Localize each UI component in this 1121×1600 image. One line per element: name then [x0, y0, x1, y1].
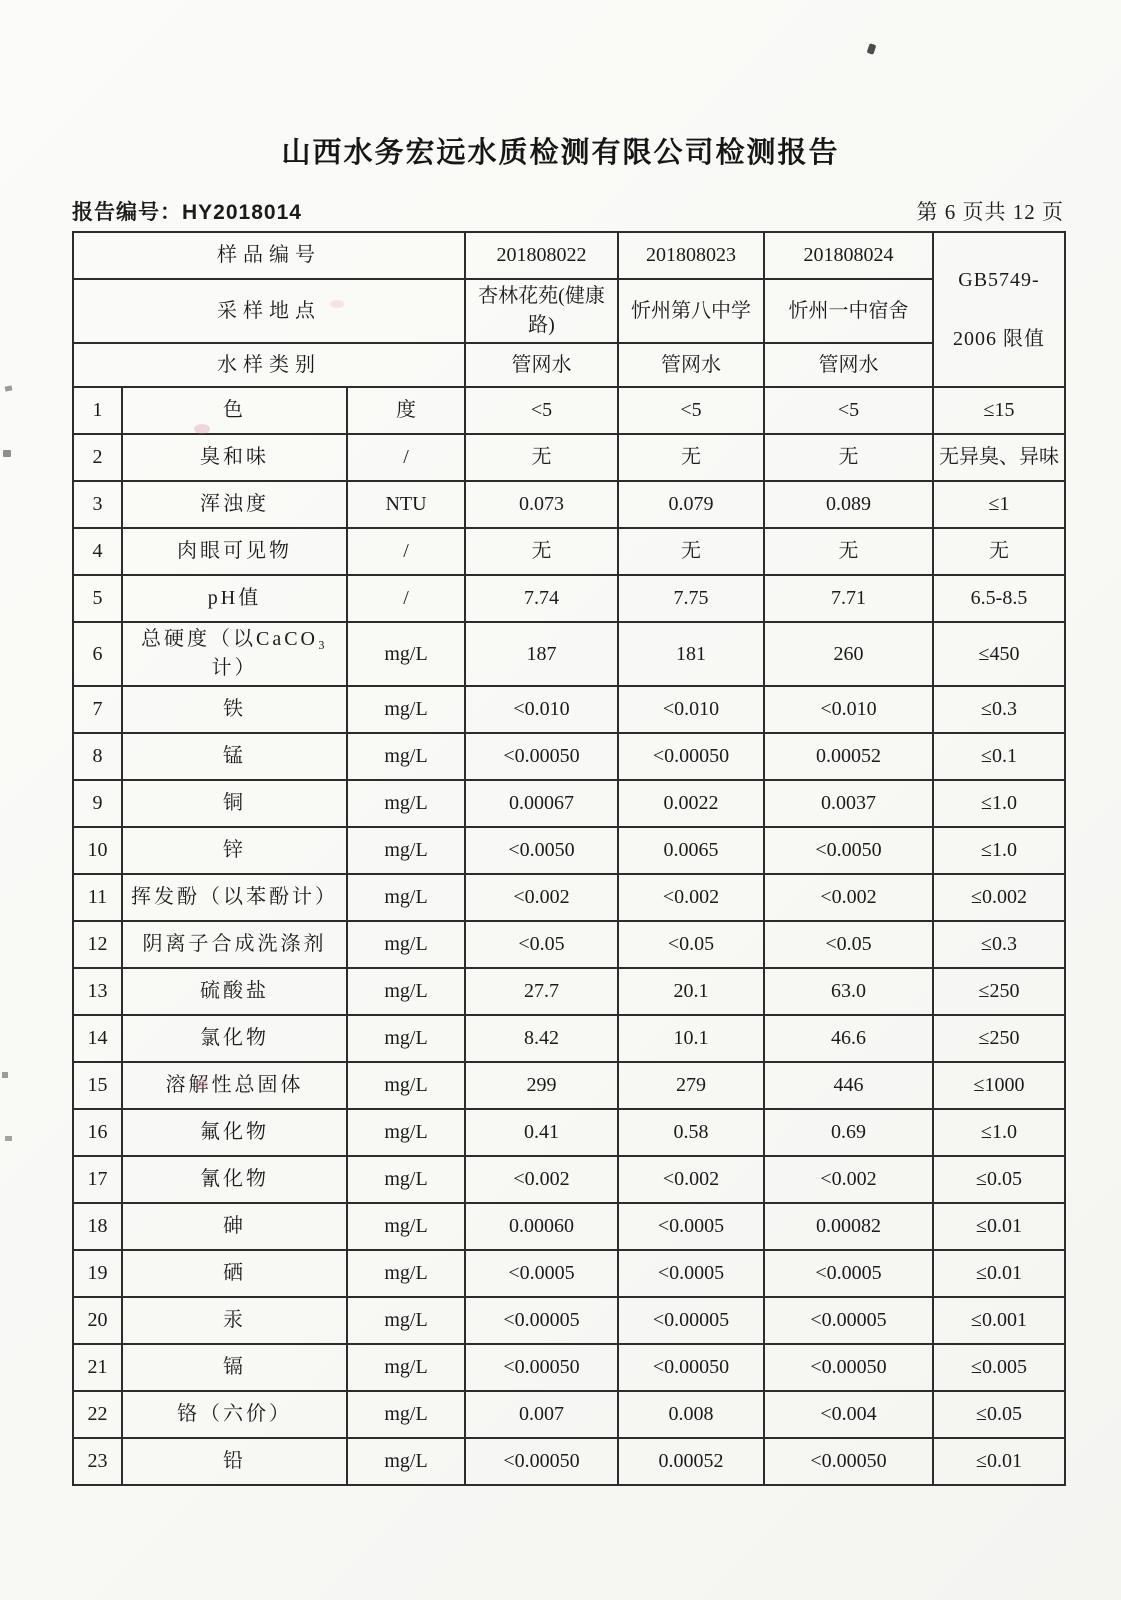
value-sample-1: 无 [465, 528, 618, 575]
value-sample-2: <0.0005 [618, 1203, 764, 1250]
param-name: 浑浊度 [122, 481, 347, 528]
param-name: 挥发酚（以苯酚计） [122, 874, 347, 921]
page-indicator: 第 6 页共 12 页 [916, 200, 1064, 224]
row-number: 8 [73, 733, 122, 780]
table-row [73, 434, 1065, 481]
value-sample-1: <0.00050 [465, 733, 618, 780]
value-sample-3: <0.00050 [764, 1344, 933, 1391]
table-row [73, 921, 1065, 968]
param-unit: / [347, 434, 465, 481]
limit-value: ≤1.0 [933, 827, 1065, 874]
table-row [73, 1015, 1065, 1062]
param-unit: / [347, 528, 465, 575]
value-sample-2: 无 [618, 528, 764, 575]
row-number: 18 [73, 1203, 122, 1250]
value-sample-1: 0.073 [465, 481, 618, 528]
value-sample-3: 446 [764, 1062, 933, 1109]
value-sample-1: <0.00050 [465, 1344, 618, 1391]
param-unit: mg/L [347, 1250, 465, 1297]
value-sample-3: <0.004 [764, 1391, 933, 1438]
param-unit: mg/L [347, 1062, 465, 1109]
limit-value: ≤0.01 [933, 1250, 1065, 1297]
limit-value: ≤0.05 [933, 1156, 1065, 1203]
location-2: 忻州第八中学 [618, 279, 764, 343]
row-number: 11 [73, 874, 122, 921]
value-sample-2: 0.0022 [618, 780, 764, 827]
param-unit: mg/L [347, 921, 465, 968]
header-row-location [73, 279, 1065, 343]
param-unit: mg/L [347, 1344, 465, 1391]
row-number: 23 [73, 1438, 122, 1485]
param-name: 总硬度（以CaCO₃计） [122, 622, 347, 686]
value-sample-2: 0.58 [618, 1109, 764, 1156]
limit-value: ≤15 [933, 387, 1065, 434]
limit-value: ≤0.002 [933, 874, 1065, 921]
row-number: 3 [73, 481, 122, 528]
param-name: 肉眼可见物 [122, 528, 347, 575]
limit-value: ≤0.01 [933, 1203, 1065, 1250]
row-number: 10 [73, 827, 122, 874]
limit-value: ≤1.0 [933, 1109, 1065, 1156]
row-number: 21 [73, 1344, 122, 1391]
limit-value: ≤1 [933, 481, 1065, 528]
value-sample-3: 63.0 [764, 968, 933, 1015]
value-sample-1: 0.00067 [465, 780, 618, 827]
value-sample-3: <0.010 [764, 686, 933, 733]
limit-value: ≤250 [933, 1015, 1065, 1062]
param-name: 砷 [122, 1203, 347, 1250]
limit-value: 无 [933, 528, 1065, 575]
value-sample-3: <0.0005 [764, 1250, 933, 1297]
table-row [73, 968, 1065, 1015]
water-quality-table [72, 231, 1066, 1486]
row-number: 7 [73, 686, 122, 733]
table-header-section [73, 232, 1065, 387]
param-unit: mg/L [347, 827, 465, 874]
value-sample-3: 0.69 [764, 1109, 933, 1156]
table-row [73, 1109, 1065, 1156]
param-unit: mg/L [347, 968, 465, 1015]
row-number: 20 [73, 1297, 122, 1344]
param-unit: mg/L [347, 780, 465, 827]
value-sample-1: 299 [465, 1062, 618, 1109]
limit-value: 无异臭、异味 [933, 434, 1065, 481]
param-name: 锰 [122, 733, 347, 780]
param-name: 阴离子合成洗涤剂 [122, 921, 347, 968]
row-number: 19 [73, 1250, 122, 1297]
scan-artifact [867, 43, 877, 55]
value-sample-2: 181 [618, 622, 764, 686]
value-sample-1: <0.00005 [465, 1297, 618, 1344]
param-unit: NTU [347, 481, 465, 528]
limit-value: ≤0.3 [933, 686, 1065, 733]
table-row [73, 622, 1065, 686]
table-row [73, 1156, 1065, 1203]
row-number: 1 [73, 387, 122, 434]
row-number: 6 [73, 622, 122, 686]
param-unit: 度 [347, 387, 465, 434]
table-row [73, 1203, 1065, 1250]
location-1: 杏林花苑(健康路) [465, 279, 618, 343]
limit-value: ≤1000 [933, 1062, 1065, 1109]
location-3: 忻州一中宿舍 [764, 279, 933, 343]
value-sample-1: <0.0005 [465, 1250, 618, 1297]
table-row [73, 1297, 1065, 1344]
value-sample-1: 无 [465, 434, 618, 481]
value-sample-2: <0.0005 [618, 1250, 764, 1297]
value-sample-3: 无 [764, 434, 933, 481]
row-number: 15 [73, 1062, 122, 1109]
limit-value: ≤250 [933, 968, 1065, 1015]
value-sample-3: 7.71 [764, 575, 933, 622]
scan-artifact [5, 1136, 12, 1141]
value-sample-1: <0.0050 [465, 827, 618, 874]
value-sample-1: <0.002 [465, 1156, 618, 1203]
limit-standard-header [933, 232, 1065, 387]
value-sample-2: 0.0065 [618, 827, 764, 874]
limit-value: ≤0.1 [933, 733, 1065, 780]
param-unit: mg/L [347, 1109, 465, 1156]
row-number: 5 [73, 575, 122, 622]
param-name: 溶解性总固体 [122, 1062, 347, 1109]
row-number: 12 [73, 921, 122, 968]
table-row [73, 528, 1065, 575]
value-sample-3: <5 [764, 387, 933, 434]
value-sample-1: 0.007 [465, 1391, 618, 1438]
row-number: 9 [73, 780, 122, 827]
report-meta [72, 196, 1064, 226]
sample-id-3: 201808024 [764, 232, 933, 279]
limit-standard-gap [938, 301, 1060, 319]
table-row [73, 387, 1065, 434]
value-sample-2: <0.05 [618, 921, 764, 968]
value-sample-1: 0.41 [465, 1109, 618, 1156]
param-unit: mg/L [347, 1156, 465, 1203]
water-type-2: 管网水 [618, 343, 764, 387]
value-sample-2: 0.079 [618, 481, 764, 528]
value-sample-3: 无 [764, 528, 933, 575]
table-row [73, 1438, 1065, 1485]
param-name: 汞 [122, 1297, 347, 1344]
table-row [73, 827, 1065, 874]
param-unit: mg/L [347, 686, 465, 733]
table-row [73, 1250, 1065, 1297]
limit-standard-line2: 2006 限值 [953, 327, 1045, 350]
param-name: 臭和味 [122, 434, 347, 481]
value-sample-1: <0.002 [465, 874, 618, 921]
value-sample-1: <5 [465, 387, 618, 434]
row-number: 2 [73, 434, 122, 481]
param-name: 铬（六价） [122, 1391, 347, 1438]
value-sample-3: 260 [764, 622, 933, 686]
param-unit: mg/L [347, 1203, 465, 1250]
scan-artifact [3, 450, 11, 457]
value-sample-1: 0.00060 [465, 1203, 618, 1250]
value-sample-1: <0.010 [465, 686, 618, 733]
water-type-label: 水样类别 [73, 343, 465, 387]
param-name: 铅 [122, 1438, 347, 1485]
value-sample-2: 20.1 [618, 968, 764, 1015]
value-sample-2: <0.00005 [618, 1297, 764, 1344]
param-name: 硒 [122, 1250, 347, 1297]
value-sample-2: 无 [618, 434, 764, 481]
water-type-1: 管网水 [465, 343, 618, 387]
row-number: 16 [73, 1109, 122, 1156]
param-name: 锌 [122, 827, 347, 874]
header-row-sample-id [73, 232, 1065, 279]
table-row [73, 1062, 1065, 1109]
value-sample-2: 279 [618, 1062, 764, 1109]
row-number: 13 [73, 968, 122, 1015]
limit-value: ≤450 [933, 622, 1065, 686]
value-sample-2: 0.00052 [618, 1438, 764, 1485]
param-name: 氯化物 [122, 1015, 347, 1062]
header-row-type [73, 343, 1065, 387]
param-unit: mg/L [347, 1297, 465, 1344]
value-sample-3: 0.00082 [764, 1203, 933, 1250]
location-label: 采样地点 [73, 279, 465, 343]
table-row [73, 780, 1065, 827]
table-row [73, 1391, 1065, 1438]
param-unit: / [347, 575, 465, 622]
water-type-3: 管网水 [764, 343, 933, 387]
param-name: 氰化物 [122, 1156, 347, 1203]
sample-id-2: 201808023 [618, 232, 764, 279]
value-sample-2: <0.002 [618, 874, 764, 921]
limit-value: ≤0.001 [933, 1297, 1065, 1344]
sample-id-1: 201808022 [465, 232, 618, 279]
table-row [73, 874, 1065, 921]
param-unit: mg/L [347, 1391, 465, 1438]
row-number: 22 [73, 1391, 122, 1438]
value-sample-1: 7.74 [465, 575, 618, 622]
param-name: 铁 [122, 686, 347, 733]
value-sample-3: <0.0050 [764, 827, 933, 874]
table-row [73, 733, 1065, 780]
scan-artifact [2, 1072, 8, 1078]
value-sample-3: 46.6 [764, 1015, 933, 1062]
table-row [73, 686, 1065, 733]
value-sample-2: <0.00050 [618, 733, 764, 780]
value-sample-1: 187 [465, 622, 618, 686]
value-sample-3: 0.089 [764, 481, 933, 528]
param-name: 镉 [122, 1344, 347, 1391]
table-row [73, 481, 1065, 528]
param-unit: mg/L [347, 1438, 465, 1485]
limit-value: ≤0.005 [933, 1344, 1065, 1391]
param-table-body [73, 387, 1065, 1485]
value-sample-2: <0.00050 [618, 1344, 764, 1391]
value-sample-2: 10.1 [618, 1015, 764, 1062]
param-unit: mg/L [347, 733, 465, 780]
param-unit: mg/L [347, 1015, 465, 1062]
value-sample-1: <0.00050 [465, 1438, 618, 1485]
table-row [73, 575, 1065, 622]
limit-value: ≤1.0 [933, 780, 1065, 827]
value-sample-1: 27.7 [465, 968, 618, 1015]
row-number: 14 [73, 1015, 122, 1062]
param-name: 铜 [122, 780, 347, 827]
table-row [73, 1344, 1065, 1391]
value-sample-3: 0.00052 [764, 733, 933, 780]
value-sample-3: <0.002 [764, 874, 933, 921]
param-name: 氟化物 [122, 1109, 347, 1156]
limit-value: ≤0.01 [933, 1438, 1065, 1485]
param-name: 色 [122, 387, 347, 434]
value-sample-1: <0.05 [465, 921, 618, 968]
value-sample-2: <5 [618, 387, 764, 434]
limit-value: 6.5-8.5 [933, 575, 1065, 622]
value-sample-3: <0.002 [764, 1156, 933, 1203]
param-unit: mg/L [347, 622, 465, 686]
row-number: 17 [73, 1156, 122, 1203]
value-sample-3: <0.00050 [764, 1438, 933, 1485]
value-sample-1: 8.42 [465, 1015, 618, 1062]
value-sample-2: <0.010 [618, 686, 764, 733]
page-title: 山西水务宏远水质检测有限公司检测报告 [281, 137, 840, 169]
param-name: pH值 [122, 575, 347, 622]
value-sample-2: 0.008 [618, 1391, 764, 1438]
value-sample-2: 7.75 [618, 575, 764, 622]
value-sample-2: <0.002 [618, 1156, 764, 1203]
param-name: 硫酸盐 [122, 968, 347, 1015]
report-number: 报告编号：HY2018014 [72, 201, 302, 224]
value-sample-3: <0.05 [764, 921, 933, 968]
value-sample-3: <0.00005 [764, 1297, 933, 1344]
value-sample-3: 0.0037 [764, 780, 933, 827]
limit-value: ≤0.3 [933, 921, 1065, 968]
sample-id-label: 样品编号 [73, 232, 465, 279]
scan-artifact [5, 385, 13, 391]
param-unit: mg/L [347, 874, 465, 921]
limit-standard-line1: GB5749- [958, 268, 1040, 291]
row-number: 4 [73, 528, 122, 575]
limit-value: ≤0.05 [933, 1391, 1065, 1438]
